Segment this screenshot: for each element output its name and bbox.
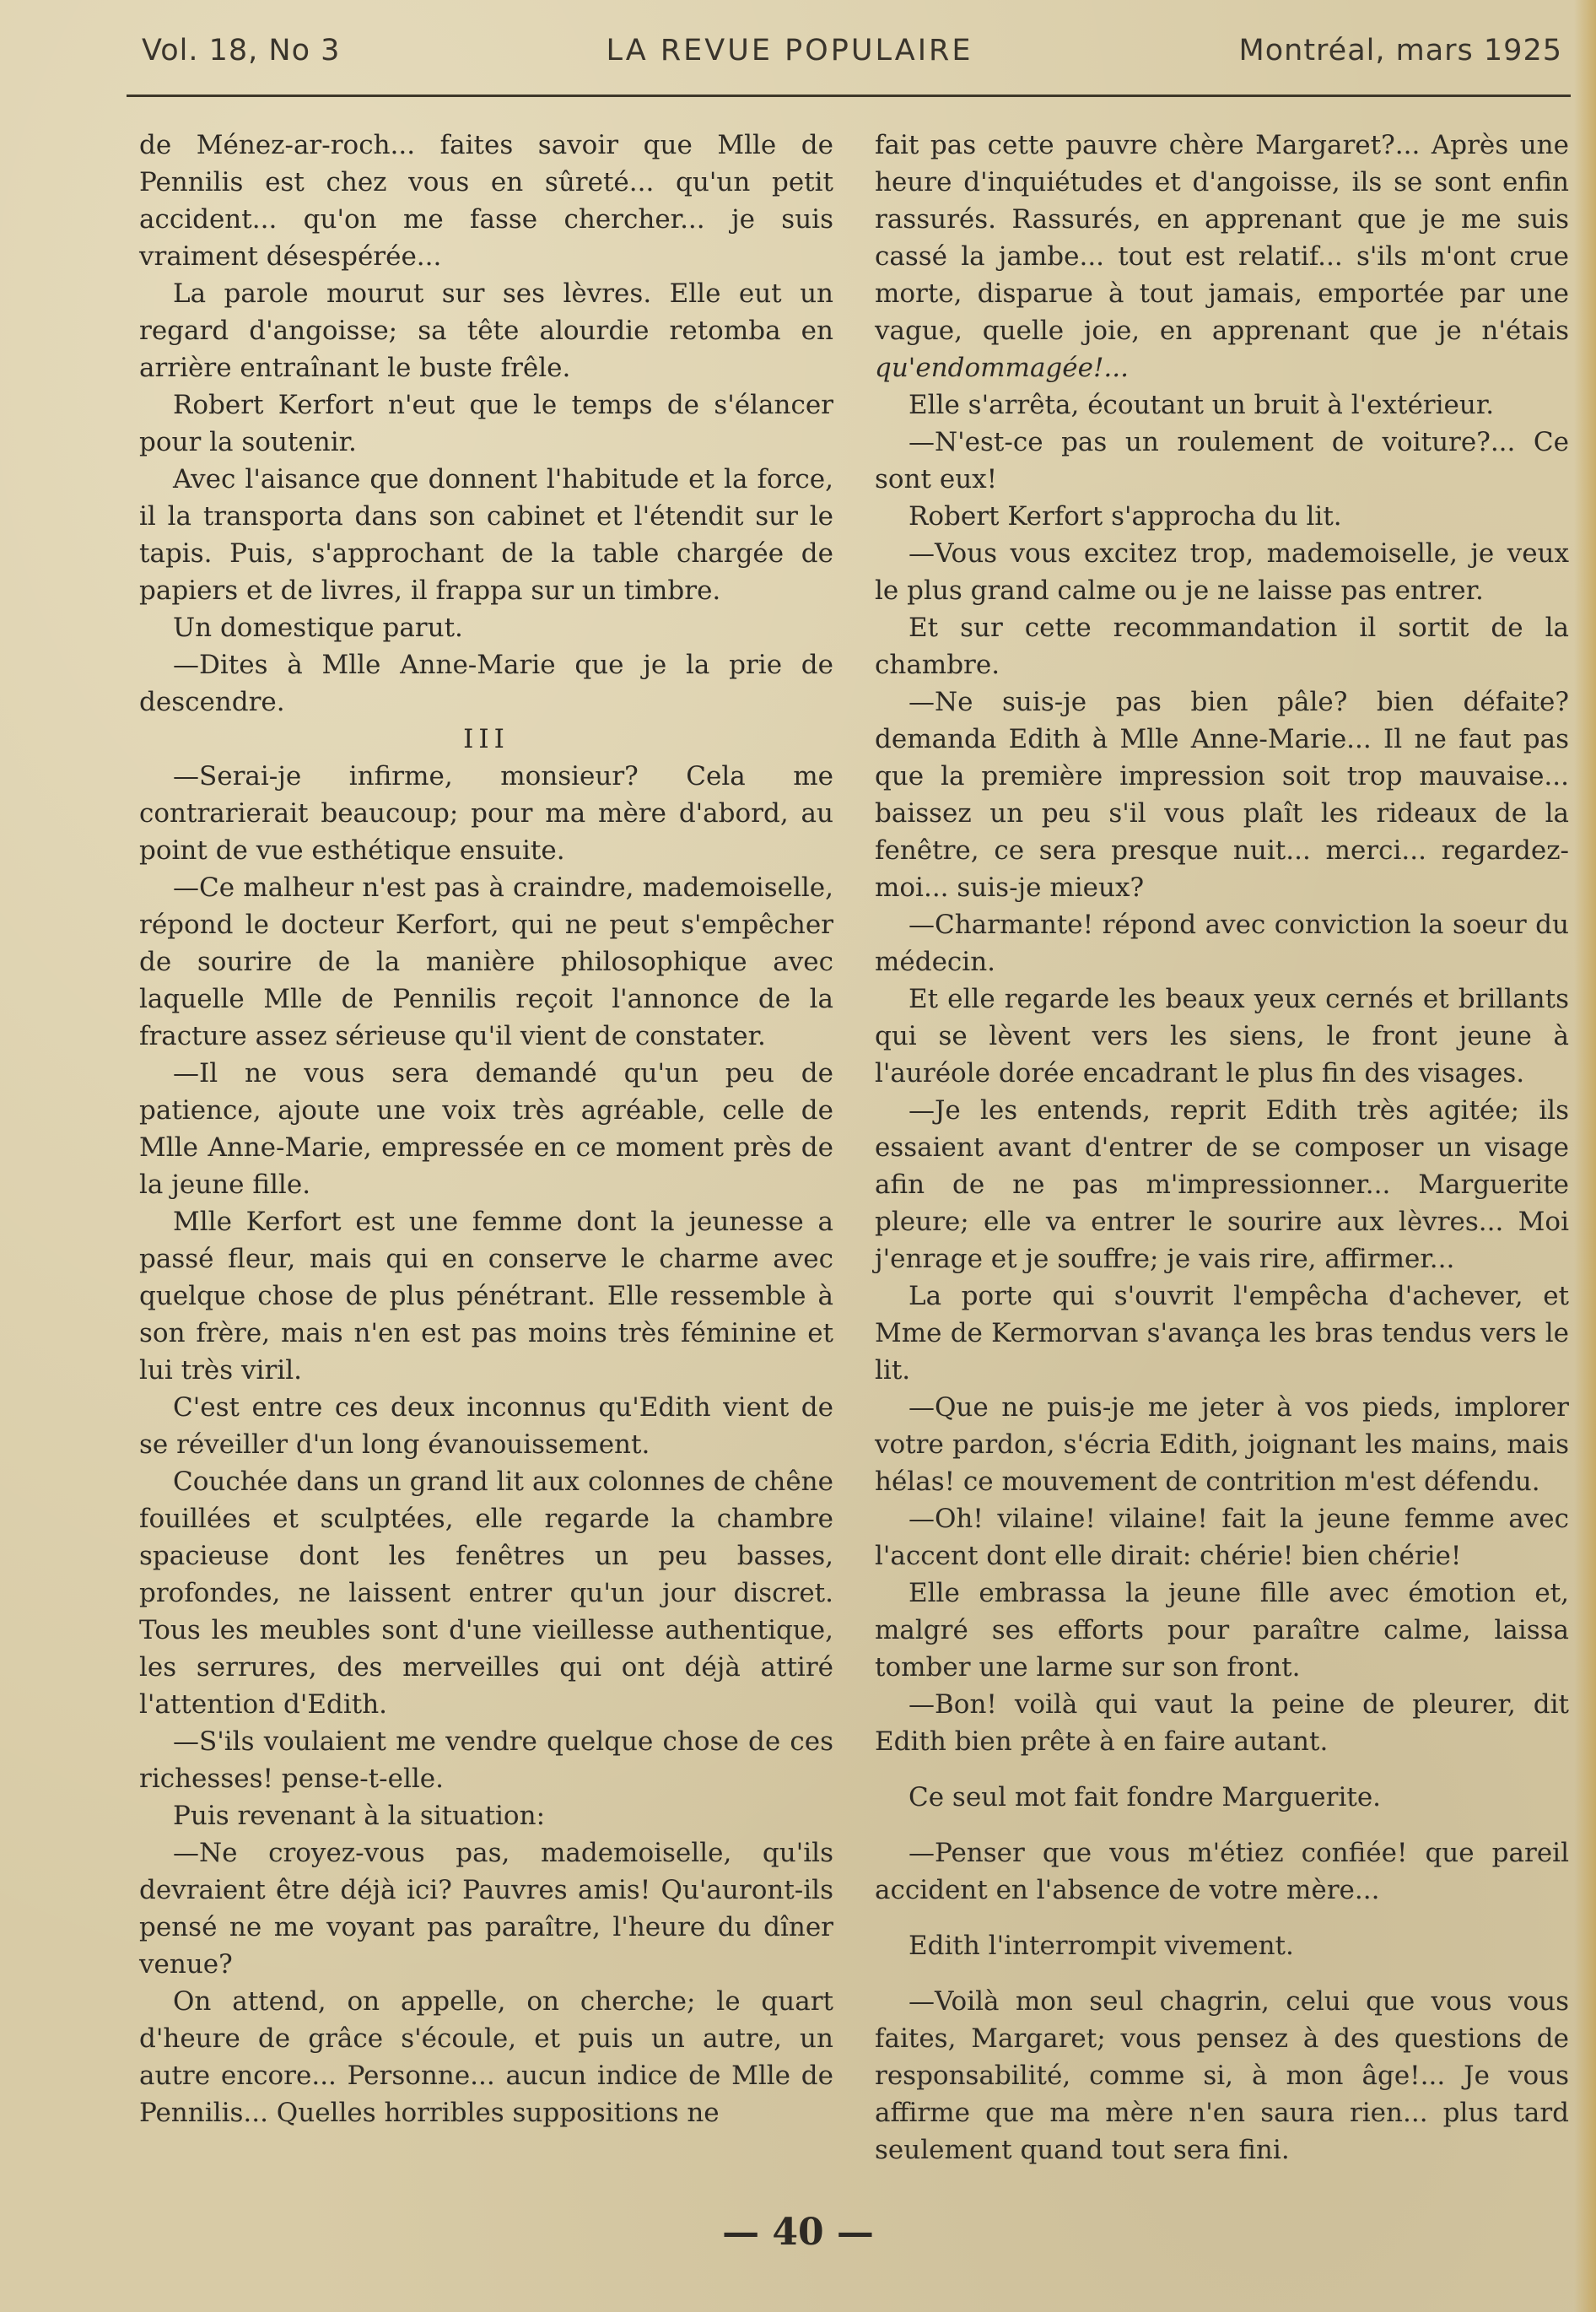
paragraph-text: Edith l'interrompit vivement. <box>909 1931 1294 1961</box>
paragraph <box>875 1686 1569 1760</box>
paragraph <box>139 1834 833 1983</box>
paragraph-text: —Voilà mon seul chagrin, celui que vous vous faites, Margaret; vous pensez à des questions de responsabilité, comme si, à mon âge!... Je vous affirme que ma mère n'en saura rien... plus tard seulement quand tout sera fini. <box>875 1986 1569 2165</box>
paragraph <box>139 461 833 609</box>
paragraph <box>139 869 833 1055</box>
right-column <box>875 127 1569 2169</box>
paragraph-text: On attend, on appelle, on cherche; le quart d'heure de grâce s'écoule, et puis un autre, un autre encore... Personne... aucun indice de Mlle de Pennilis... Quelles horribles suppositions ne <box>139 1986 833 2128</box>
paragraph <box>875 535 1569 609</box>
paragraph-text: Elle s'arrêta, écoutant un bruit à l'extérieur. <box>909 390 1495 420</box>
running-header <box>142 34 1562 84</box>
paragraph-text: Robert Kerfort s'approcha du lit. <box>909 501 1342 532</box>
paragraph-text: —Il ne vous sera demandé qu'un peu de patience, ajoute une voix très agréable, celle de Mlle Anne-Marie, empressée en ce moment près de la jeune fille. <box>139 1058 833 1200</box>
paragraph <box>139 275 833 386</box>
paragraph-text: La parole mourut sur ses lèvres. Elle eut un regard d'angoisse; sa tête alourdie retomba en arrière entraînant le buste frêle. <box>139 278 833 383</box>
left-column <box>139 127 833 2131</box>
page-edge-stain <box>1574 0 1596 2312</box>
paragraph <box>139 386 833 461</box>
paragraph <box>139 1055 833 1203</box>
paragraph <box>875 1779 1569 1816</box>
left-column-before-section <box>139 127 833 721</box>
paragraph-text: —Ce malheur n'est pas à craindre, mademoiselle, répond le docteur Kerfort, qui ne peut s'empêcher de sourire de la manière philosophique avec laquelle Mlle de Pennilis reçoit l'annonce de la fracture assez sérieuse qu'il vient de constater. <box>139 872 833 1051</box>
section-number: III <box>463 724 510 754</box>
paragraph-text: —Serai-je infirme, monsieur? Cela me contrarierait beaucoup; pour ma mère d'abord, au point de vue esthétique ensuite. <box>139 761 833 866</box>
paragraph <box>875 609 1569 683</box>
paragraph <box>875 980 1569 1092</box>
paragraph <box>875 906 1569 980</box>
paragraph <box>875 1575 1569 1686</box>
paragraph-text: Robert Kerfort n'eut que le temps de s'élancer pour la soutenir. <box>139 390 833 457</box>
paragraph <box>139 609 833 646</box>
paragraph-text: fait pas cette pauvre chère Margaret?... Après une heure d'inquiétudes et d'angoisse, ils se sont enfin rassurés. Rassurés, en apprenant que je me suis cassé la jambe... tout est relatif... s'ils m'ont crue morte, disparue à tout jamais, emportée par une vague, quelle joie, en apprenant que je n'étais <box>875 130 1569 346</box>
paragraph-text: C'est entre ces deux inconnus qu'Edith vient de se réveiller d'un long évanouissement. <box>139 1392 833 1460</box>
paragraph <box>875 424 1569 498</box>
paragraph <box>875 1834 1569 1909</box>
paragraph-text: —Bon! voilà qui vaut la peine de pleurer, dit Edith bien prête à en faire autant. <box>875 1689 1569 1757</box>
paragraph <box>875 1927 1569 1964</box>
paragraph-text: —Ne suis-je pas bien pâle? bien défaite? demanda Edith à Mlle Anne-Marie... Il ne faut pas que la première impression soit trop mauvaise... baissez un peu s'il vous plaît les rideaux de la fenêtre, ce sera presque nuit... merci... regardez-moi... suis-je mieux? <box>875 687 1569 903</box>
header-rule <box>127 95 1571 97</box>
paragraph <box>875 1092 1569 1278</box>
paragraph <box>139 1203 833 1389</box>
paragraph-text: —N'est-ce pas un roulement de voiture?... Ce sont eux! <box>875 427 1569 494</box>
paragraph-text: —Oh! vilaine! vilaine! fait la jeune femme avec l'accent dont elle dirait: chérie! bien chérie! <box>875 1504 1569 1571</box>
paragraph <box>875 1983 1569 2169</box>
paragraph <box>139 1723 833 1797</box>
paragraph-text: Avec l'aisance que donnent l'habitude et la force, il la transporta dans son cabinet et l'étendit sur le tapis. Puis, s'approchant de la table chargée de papiers et de livres, il frappa sur un timbre. <box>139 464 833 606</box>
paragraph-text: Couchée dans un grand lit aux colonnes de chêne fouillées et sculptées, elle regarde la chambre spacieuse dont les fenêtres un peu basses, profondes, ne laissent entrer qu'un jour discret. Tous les meubles sont d'une vieillesse authentique, les serrures, des merveilles qui ont déjà attiré l'attention d'Edith. <box>139 1467 833 1720</box>
paragraph-text: Ce seul mot fait fondre Marguerite. <box>909 1782 1382 1812</box>
paragraph <box>875 683 1569 906</box>
paragraph <box>875 1278 1569 1389</box>
header-magazine-title: LA REVUE POPULAIRE <box>606 34 973 68</box>
paragraph-text: —Vous vous excitez trop, mademoiselle, je veux le plus grand calme ou je ne laisse pas entrer. <box>875 538 1569 606</box>
paragraph-text: Et sur cette recommandation il sortit de la chambre. <box>875 613 1569 680</box>
paragraph <box>139 127 833 275</box>
paragraph-text: Mlle Kerfort est une femme dont la jeunesse a passé fleur, mais qui en conserve le charme avec quelque chose de plus pénétrant. Elle ressemble à son frère, mais n'en est pas moins très féminine et lui très viril. <box>139 1207 833 1386</box>
paragraph <box>875 386 1569 424</box>
paragraph <box>875 1500 1569 1575</box>
italic-phrase: qu'endommagée!... <box>875 353 1129 383</box>
paragraph-text: —Penser que vous m'étiez confiée! que pareil accident en l'absence de votre mère... <box>875 1838 1569 1905</box>
paragraph-text: —Que ne puis-je me jeter à vos pieds, implorer votre pardon, s'écria Edith, joignant les mains, mais hélas! ce mouvement de contrition m'est défendu. <box>875 1392 1569 1497</box>
paragraph-text: Elle embrassa la jeune fille avec émotion et, malgré ses efforts pour paraître calme, laissa tomber une larme sur son front. <box>875 1578 1569 1683</box>
paragraph-text: —S'ils voulaient me vendre quelque chose de ces richesses! pense-t-elle. <box>139 1726 833 1794</box>
paragraph <box>875 127 1569 386</box>
paragraph-text: Et elle regarde les beaux yeux cernés et brillants qui se lèvent vers les siens, le front jeune à l'auréole dorée encadrant le plus fin des visages. <box>875 984 1569 1088</box>
paragraph-text: La porte qui s'ouvrit l'empêcha d'achever, et Mme de Kermorvan s'avança les bras tendus vers le lit. <box>875 1281 1569 1386</box>
paragraph-text: —Je les entends, reprit Edith très agitée; ils essaient avant d'entrer de se composer un visage afin de ne pas m'impressionner... Marguerite pleure; elle va entrer le sourire aux lèvres... Moi j'enrage et je souffre; je vais rire, affirmer... <box>875 1095 1569 1274</box>
paragraph-text: Puis revenant à la situation: <box>173 1801 546 1831</box>
paragraph <box>875 1389 1569 1500</box>
left-column-after-section <box>139 758 833 2131</box>
paragraph <box>875 498 1569 535</box>
paragraph <box>139 758 833 869</box>
paragraph-text: —Charmante! répond avec conviction la soeur du médecin. <box>875 910 1569 977</box>
header-volume: Vol. 18, No 3 <box>142 34 341 68</box>
paragraph-text: de Ménez-ar-roch... faites savoir que Mlle de Pennilis est chez vous en sûreté... qu'un petit accident... qu'on me fasse chercher... je suis vraiment désespérée... <box>139 130 833 272</box>
paragraph-text: —Ne croyez-vous pas, mademoiselle, qu'ils devraient être déjà ici? Pauvres amis! Qu'auront-ils pensé ne me voyant pas paraître, l'heure du dîner venue? <box>139 1838 833 1980</box>
paragraph <box>139 1797 833 1834</box>
header-date: Montréal, mars 1925 <box>1238 34 1562 68</box>
paragraph <box>139 1463 833 1723</box>
paragraph <box>139 1983 833 2131</box>
page-number: — 40 — <box>722 2211 874 2254</box>
paragraph <box>139 646 833 721</box>
paragraph-text: Un domestique parut. <box>173 613 463 643</box>
paragraph-text: —Dites à Mlle Anne-Marie que je la prie de descendre. <box>139 650 833 717</box>
paragraph <box>139 1389 833 1463</box>
right-column-body <box>875 127 1569 2169</box>
